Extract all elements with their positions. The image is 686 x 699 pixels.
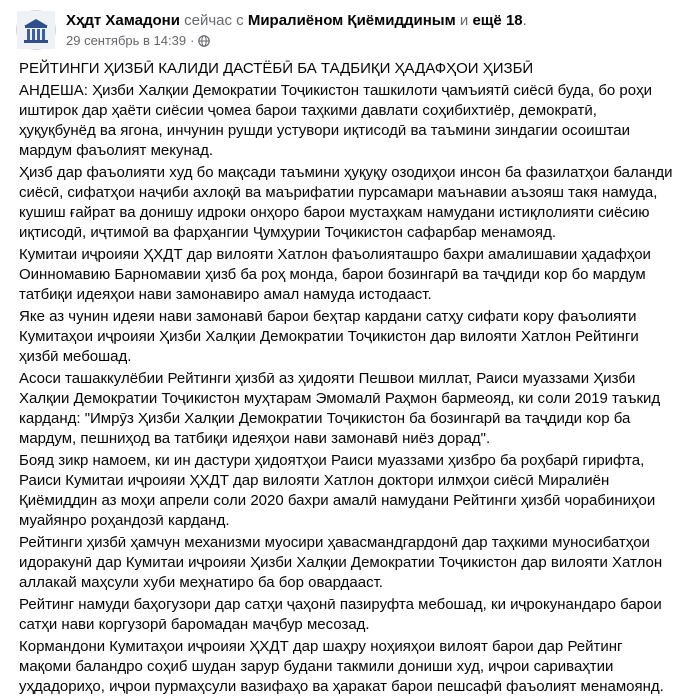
paragraph-1: АНДЕША: Ҳизби Халқии Демократии Тоҷикистон ташкилоти ҷамъиятӣ сиёсӣ буда, бо роҳи иштирок дар ҳаёти сиёсии ҷомеа барои таҳкими давлати соҳибихтиёр, демократӣ, ҳуқуқбунёд ва ягона, инчунин рушди устувори иқтисодӣ ва таъмини зиндагии осоиштаи мардум фаъолият мекунад. <box>19 82 652 159</box>
post-timestamp[interactable]: 29 сентябрь в 14:39 <box>66 33 187 48</box>
meta-line <box>66 33 666 49</box>
connector-text: сейчас с <box>184 12 244 29</box>
paragraph-5: Асоси ташаккулёбии Рейтинги ҳизбӣ аз ҳидояти Пешвои миллат, Раиси муаззами Ҳизби Халқии Демократии Тоҷикистон муҳтарам Эмомалӣ Раҳмон бармеояд, ки соли 2019 таъкид карданд: "Имрӯз Ҳизби Халқии Демократии Тоҷикистон ба бозингарӣ ва таҷдиди кор ба мардум, пешниҳод ва татбиқи идеяҳои нави замонавӣ ниёз дорад". <box>19 370 661 447</box>
post-body <box>19 59 674 699</box>
meta-separator: · <box>190 33 195 48</box>
paragraph-6: Бояд зикр намоем, ки ин дастури ҳидоятҳои Раиси муаззами ҳизбро ба роҳбарӣ гирифта, Раиси Кумитаи иҷроияи ҲХДТ дар вилояти Хатлон доктори илмҳои сиёсӣ Миралиён Қиёмиддин аз моҳи апрели соли 2020 бахри амалӣ намудани Рейтинги ҳизбӣ чорабиниҳои муайянро роҳандозӣ карданд. <box>19 452 656 529</box>
tagged-user-link[interactable]: Миралиёном Қиёмиддиным <box>247 12 456 29</box>
paragraph-3: Кумитаи иҷроияи ҲХДТ дар вилояти Хатлон фаъолияташро бахри амалишавии ҳадафҳои Оинномавию Барномавии ҳизб ба роҳ монда, барои бозингарӣ ва таҷдиди кор бо мардум татбиқи идеяҳои нави замонавиро амал намуда истодааст. <box>19 246 651 303</box>
header-text <box>66 12 666 49</box>
post-header <box>16 10 676 54</box>
paragraph-8: Рейтинг намуди баҳогузори дар сатҳи ҷаҳонӣ пазируфта мебошад, ки иҷрокунандаро барои сатҳи нави коргузорӣ баромадан маҷбур месозад. <box>19 596 662 633</box>
globe-icon[interactable] <box>198 35 210 47</box>
author-line <box>66 12 666 30</box>
paragraph-2: Ҳизб дар фаъолияти худ бо мақсади таъмини ҳуқуқу озодиҳои инсон ба фазилатҳои баланди сиёсӣ, сифатҳои наҷиби ахлоқӣ ва маърифатии пурсамари маънавии аъзояш такя намуда, кушиш ғайрат ва донишу идроки онҳоро барои мустаҳкам намудани истиқлолияти сиёсию иқтисодӣ, иҷтимоӣ ва фарҳангии Ҷумҳурии Тоҷикистон сафарбар менамояд. <box>19 164 673 241</box>
others-link[interactable]: ещё 18 <box>472 12 523 29</box>
post-title: РЕЙТИНГИ ҲИЗБӢ КАЛИДИ ДАСТЁБӢ БА ТАДБИҚИ ҲАДАФҲОИ ҲИЗБӢ <box>19 60 534 77</box>
paragraph-7: Рейтинги ҳизбӣ ҳамчун механизми муосири ҳавасмандгардонӣ дар таҳкими муносибатҳои идоракунӣ дар Кумитаи иҷроияи Ҳизби Халқии Демократии Тоҷикистон дар вилояти Хатлон аллакай маҳсули хуби меҳнатиро ба бор овардааст. <box>19 534 663 591</box>
paragraph-9: Кормандони Кумитаҳои иҷроияи ҲХДТ дар шаҳру ноҳияҳои вилоят барои дар Рейтинг мақоми баландро соҳиб шудан зарур будани такмили дониши худ, иҷрои сариваҳтии уҳдадориҳо, иҷрои пурмаҳсули вазифаҳо ва ҳаракат барои пешсафӣ фаъолият менамоянд. <box>19 638 664 695</box>
avatar[interactable] <box>16 10 56 50</box>
connector-text-2: и <box>459 12 469 29</box>
paragraph-4: Яке аз чунин идеяи нави замонавӣ барои беҳтар кардани сатҳу сифати кору фаъолияти Кумитаҳои иҷроияи Ҳизби Халқии Демократии Тоҷикистон дар вилояти Хатлон Рейтинги ҳизбӣ мебошад. <box>19 308 639 365</box>
author-name-link[interactable]: Хҳдт Хамадони <box>66 12 180 29</box>
period: . <box>522 12 527 29</box>
building-logo-icon <box>17 11 55 49</box>
